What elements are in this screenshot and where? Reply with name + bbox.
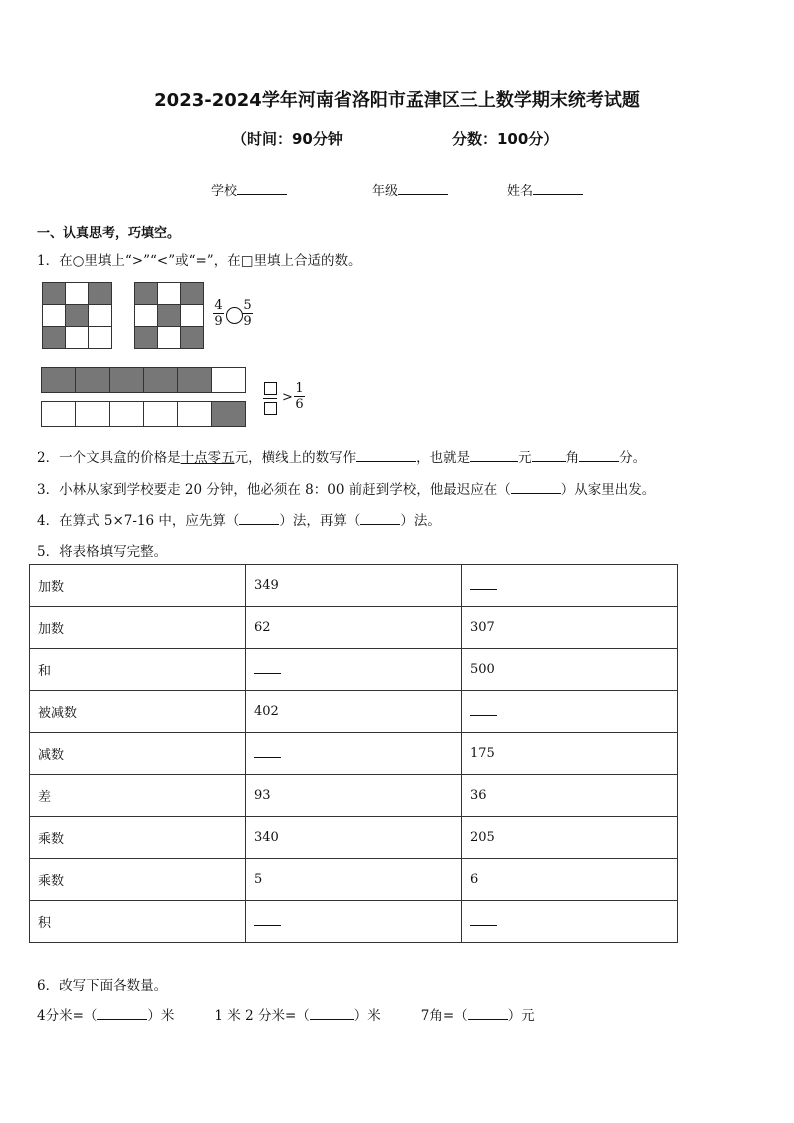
name-field [507,180,583,199]
answer-blank[interactable] [470,447,518,462]
exam-score: 分数：100分） [452,130,559,148]
value-cell: 340 [246,817,462,859]
question-6-items: 4分米=（ ）米 1 米 2 分米=（ ）米 7角=（ ）元 [37,1004,535,1024]
table-row [30,859,678,901]
value-cell: 205 [462,817,678,859]
table-row [30,649,678,691]
row-label-cell: 和 [30,649,246,691]
answer-blank[interactable] [579,447,619,462]
denominator-box[interactable] [264,402,277,415]
compare-circle[interactable] [226,307,243,324]
school-label: 学校 [211,184,238,199]
value-cell: 62 [246,607,462,649]
row-label-cell: 减数 [30,733,246,775]
answer-blank[interactable] [470,913,497,926]
fraction-4-9: 4 9 [214,298,223,329]
fraction-5-9: 5 9 [243,298,252,329]
answer-blank[interactable] [532,447,566,462]
value-cell[interactable] [246,649,462,691]
grade-field [372,180,448,199]
value-cell: 175 [462,733,678,775]
fill-in-table [29,564,678,943]
grid-four-ninths [42,282,112,349]
answer-blank[interactable] [468,1005,508,1020]
strip-one-sixth [41,401,246,427]
exam-title: 2023-2024学年河南省洛阳市孟津区三上数学期末统考试题 [154,90,640,111]
school-field [211,180,287,199]
answer-blank[interactable] [310,1005,354,1020]
row-label-cell: 积 [30,901,246,943]
row-label-cell: 差 [30,775,246,817]
exam-time: （时间：90分钟 [232,130,343,148]
section-heading: 一、认真思考，巧填空。 [37,226,181,241]
table-row [30,775,678,817]
value-cell[interactable] [246,733,462,775]
answer-blank[interactable] [511,479,561,494]
value-cell: 500 [462,649,678,691]
answer-blank[interactable] [239,510,279,525]
grade-label: 年级 [372,184,399,199]
numerator-box[interactable] [264,382,277,395]
grid-five-ninths [134,282,204,349]
question-4: 4．在算式 5×7-16 中，应先算（ ）法，再算（ ）法。 [37,509,441,529]
value-cell[interactable] [462,901,678,943]
table-row [30,607,678,649]
table-row [30,691,678,733]
question-3: 3．小林从家到学校要走 20 分钟，他必须在 8：00 前赶到学校，他最迟应在（ ）从家里出发。 [37,478,655,498]
value-cell: 93 [246,775,462,817]
row-label-cell: 乘数 [30,817,246,859]
fraction-1-6: 1 6 [295,381,304,412]
value-cell[interactable] [462,691,678,733]
question-5-text: 5．将表格填写完整。 [37,544,168,560]
answer-blank[interactable] [254,745,281,758]
value-cell: 36 [462,775,678,817]
question-6-text: 6．改写下面各数量。 [37,978,168,994]
value-cell[interactable] [462,565,678,607]
row-label-cell: 加数 [30,607,246,649]
answer-blank[interactable] [356,447,416,462]
question-2: 2．一个文具盒的价格是十点零五元，横线上的数写作 ，也就是 元 角 分。 [37,446,646,466]
answer-blank[interactable] [97,1005,147,1020]
strip-five-sixths [41,367,246,393]
answer-blank[interactable] [360,510,400,525]
value-cell: 349 [246,565,462,607]
row-label-cell: 被减数 [30,691,246,733]
value-cell: 402 [246,691,462,733]
value-cell[interactable] [246,901,462,943]
row-label-cell: 乘数 [30,859,246,901]
answer-blank[interactable] [470,703,497,716]
value-cell: 5 [246,859,462,901]
answer-blank[interactable] [254,661,281,674]
value-cell: 6 [462,859,678,901]
name-label: 姓名 [507,184,534,199]
answer-blank[interactable] [254,913,281,926]
table-row [30,817,678,859]
table-row [30,901,678,943]
question-1-text: 1．在○里填上“>”“<”或“=”，在□里填上合适的数。 [37,253,362,269]
table-row [30,733,678,775]
value-cell: 307 [462,607,678,649]
answer-blank[interactable] [470,577,497,590]
greater-than-symbol: > [282,390,293,405]
row-label-cell: 加数 [30,565,246,607]
table-row [30,565,678,607]
